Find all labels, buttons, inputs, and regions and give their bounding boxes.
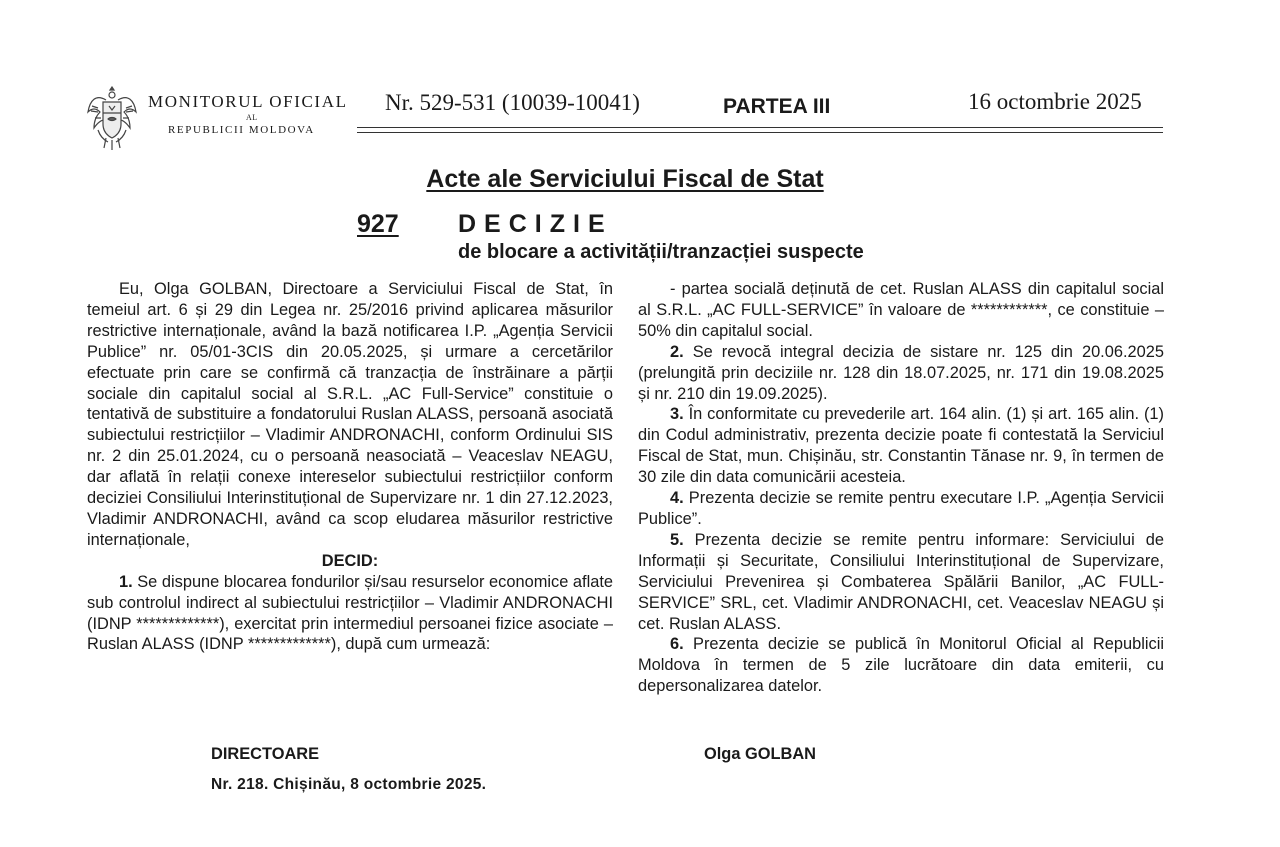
paragraph-6-number: 6. <box>670 635 684 654</box>
paragraph-3-text: În conformitate cu prevederile art. 164 alin. (1) și art. 165 alin. (1) din Codul administrativ, prezenta decizie poate fi contestată la Serviciul Fiscal de Stat, mun. Chișinău, str. Constantin Tănase nr. 9, în termen de 30 zile din data comunicării acesteia. <box>638 405 1164 487</box>
paragraph-4-text: Prezenta decizie se remite pentru executare I.P. „Agenția Servicii Publice”. <box>638 489 1164 528</box>
paragraph-2 <box>638 342 1164 405</box>
act-number: 927 <box>357 210 399 238</box>
publication-title-connector: AL <box>246 113 258 122</box>
right-column <box>638 279 1164 697</box>
signer-name: Olga GOLBAN <box>704 745 817 763</box>
intro-paragraph: Eu, Olga GOLBAN, Directoare a Serviciului Fiscal de Stat, în temeiul art. 6 și 29 din Legea nr. 25/2016 privind aplicarea măsurilor restrictive internaționale, având la bază notificarea I.P. „Agenția Servicii Publice” nr. 05/01-3CIS din 20.05.2025, și urmare a cercetărilor efectuate prin care se confirmă că tranzacția de înstrăinare a părții sociale din capitalul social al S.R.L. „AC Full-Service” constituie o tentativă de substituire a fondatorului Ruslan ALASS, persoană asociată subiectului restricțiilor – Vladimir ANDRONACHI, conform Ordinului SIS nr. 2 din 25.01.2024, cu o persoană neasociată – Veaceslav NEAGU, dar aflată în relații conexe intereselor subiectului restricțiilor conform deciziei Consiliului Interinstituțional de Supervizare nr. 1 din 27.12.2023, Vladimir ANDRONACHI, având ca scop eludarea măsurilor restrictive internaționale, <box>87 280 613 549</box>
publication-country: REPUBLICII MOLDOVA <box>168 124 315 136</box>
paragraph-6 <box>638 634 1164 697</box>
paragraph-4 <box>638 488 1164 530</box>
issue-number: Nr. 529-531 (10039-10041) <box>385 90 640 115</box>
decid-heading: DECID: <box>321 551 379 570</box>
act-subtitle: de blocare a activității/tranzacției suspecte <box>458 241 864 263</box>
issue-date: 16 octombrie 2025 <box>968 89 1142 114</box>
paragraph-6-text: Prezenta decizie se publică în Monitorul Oficial al Republicii Moldova în termen de 5 zile lucrătoare din data emiterii, cu depersonalizarea datelor. <box>638 635 1164 696</box>
act-type: DECIZIE <box>458 210 613 238</box>
signer-role: DIRECTOARE <box>211 745 320 763</box>
section-title: Acte ale Serviciului Fiscal de Stat <box>426 165 824 193</box>
header-rule-top <box>357 127 1163 128</box>
coat-of-arms-icon <box>86 86 138 152</box>
paragraph-4-number: 4. <box>670 489 684 508</box>
paragraph-3 <box>638 404 1164 488</box>
paragraph-1-text: Se dispune blocarea fondurilor și/sau resurselor economice aflate sub controlul indirect al subiectului restricțiilor – Vladimir ANDRONACHI (IDNP *************), exercitat prin intermediul persoanei fizice asociate – Ruslan ALASS (IDNP *************), după cum urmează: <box>87 572 613 654</box>
header-rule-bottom <box>357 132 1163 133</box>
left-column <box>87 279 613 655</box>
act-reference: Nr. 218. Chișinău, 8 octombrie 2025. <box>211 776 487 793</box>
issue-part: PARTEA III <box>723 95 831 118</box>
paragraph-5-text: Prezenta decizie se remite pentru informare: Serviciului de Informații și Securitate, Consiliului Interinstituțional de Supervizare, Serviciului Prevenirea și Combaterea Spălării Banilor, „AC FULL-SERVICE” SRL, cet. Vladimir ANDRONACHI, cet. Veaceslav NEAGU și cet. Ruslan ALASS. <box>638 530 1164 633</box>
paragraph-5 <box>638 530 1164 635</box>
paragraph-2-text: Se revocă integral decizia de sistare nr. 125 din 20.06.2025 (prelungită prin deciziile nr. 128 din 18.07.2025, nr. 171 din 19.08.2025 și nr. 210 din 19.09.2025). <box>638 342 1164 403</box>
paragraph-1-number: 1. <box>119 572 133 591</box>
bullet-item: - partea socială deținută de cet. Ruslan ALASS din capitalul social al S.R.L. „AC FULL-SERVICE” în valoare de ************, ce constituie – 50% din capitalul social. <box>638 280 1164 340</box>
paragraph-5-number: 5. <box>670 530 684 549</box>
paragraph-3-number: 3. <box>670 405 684 424</box>
publication-title: MONITORUL OFICIAL <box>148 92 348 111</box>
paragraph-2-number: 2. <box>670 342 684 361</box>
paragraph-1 <box>87 572 613 656</box>
